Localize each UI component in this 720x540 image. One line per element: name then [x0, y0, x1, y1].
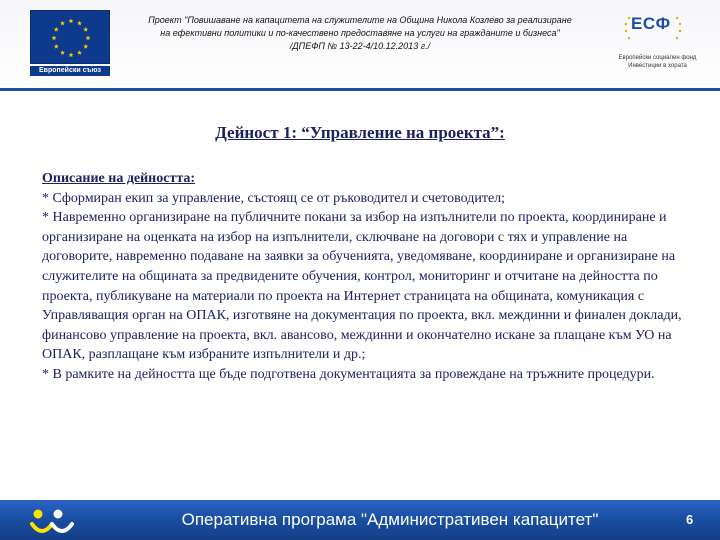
- eu-star: [60, 50, 65, 55]
- program-name: Оперативна програма "Административен капацитет": [181, 510, 599, 529]
- eu-star: [69, 18, 74, 23]
- header: [0, 0, 720, 92]
- esf-caption: [615, 54, 700, 70]
- eu-star: [52, 35, 57, 40]
- header-divider: [0, 88, 720, 91]
- esf-caption-line: Европейски социален фонд: [618, 55, 697, 61]
- esf-label: ЕСФ: [631, 14, 671, 33]
- description-paragraph: * В рамките на дейността ще бъде подготвена документацията за провеждане на тръжните процедури.: [42, 366, 655, 382]
- project-line: на ефективни политики и по-качествено предоставяне на услуги на гражданите и бизнеса": [160, 28, 560, 38]
- project-title: [112, 14, 608, 53]
- esf-caption-line: Инвестиции в хората: [628, 63, 687, 69]
- eu-caption: Европейски съюз: [30, 66, 110, 76]
- page-number: 6: [686, 512, 694, 527]
- eu-star: [69, 52, 74, 57]
- footer: [0, 500, 720, 540]
- description-paragraph: * Сформиран екип за управление, състоящ се от ръководител и счетоводител;: [42, 190, 506, 206]
- eu-logo: [30, 10, 110, 80]
- esf-logo: [615, 10, 700, 82]
- page-title: Дейност 1: “Управление на проекта”:: [215, 123, 505, 142]
- eu-star: [54, 27, 59, 32]
- eu-star: [77, 50, 82, 55]
- eu-star: [54, 44, 59, 49]
- eu-flag-icon: [30, 10, 110, 64]
- eu-star: [86, 35, 91, 40]
- op-logo-icon: [28, 504, 88, 540]
- description-paragraph: * Навременно организиране на публичните покани за избор на изпълнители по проекта, координиране и организиране на оценката на избор на изпълнители, сключване на договори с тях и управление на договорите, навременно подаване на заявки за обученията, уведомяване, координиране и организиране на служителите на общината за предвидените обучения, контрол, мониторинг и отчитане на дейността по проекта, публикуване на материали по проекта на Интернет страницата на общината, комуникация с Управляващия орган на ОПАК, изготвяне на документация по проекта, вкл. междинни и финален доклади, финансово управление на проекта, вкл. авансово, междинни и окончателно искане за плащане към УО на ОПАК, разплащане към избраните изпълнители и др.;: [42, 210, 682, 363]
- eu-star: [77, 21, 82, 26]
- project-line: Проект "Повишаване на капацитета на служителите на Община Никола Козлево за реализиране: [148, 15, 572, 25]
- project-line: /ДПЕФП № 13-22-4/10.12.2013 г./: [289, 41, 431, 51]
- activity-description: [42, 169, 688, 385]
- eu-star: [83, 44, 88, 49]
- eu-star: [60, 21, 65, 26]
- eu-star: [83, 27, 88, 32]
- description-heading: Описание на дейността:: [42, 171, 196, 186]
